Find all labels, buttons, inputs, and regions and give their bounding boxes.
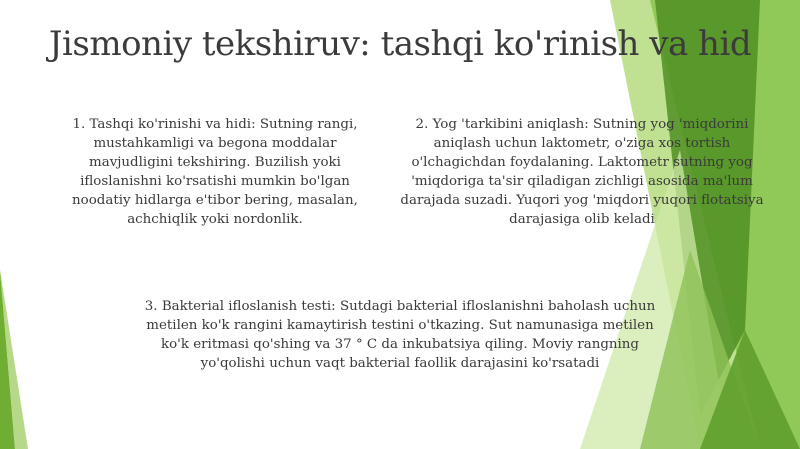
paragraph-fat-content: 2. Yog 'tarkibini aniqlash: Sutning yog 'miqdorini aniqlash uchun laktometr, o'ziga xos tortish o'lchagichdan foydalaning. Laktometr sutning yog 'miqdoriga ta'sir qiladigan zichligi asosida ma'lum darajada suzadi. Yuqori yog 'miqdori yuqori flotatsiya darajasiga olib keladi <box>400 117 764 227</box>
slide-title: Jismoniy tekshiruv: tashqi ko'rinish va hid <box>48 24 752 64</box>
paragraph-appearance-smell: 1. Tashqi ko'rinishi va hidi: Sutning rangi, mustahkamligi va begona moddalar mavjudligini tekshiring. Buzilish yoki ifloslanishni ko'rsatishi mumkin bo'lgan noodatiy hidlarga e'tibor bering, masalan, achchiqlik yoki nordonlik. <box>72 117 358 227</box>
paragraph-bacterial-test: 3. Bakterial ifloslanish testi: Sutdagi bakterial ifloslanishni baholash uchun metilen ko'k rangini kamaytirish testini o'tkazing. Sut namunasiga metilen ko'k eritmasi qo'shing va 37 ° C da inkubatsiya qiling. Moviy rangning yo'qolishi uchun vaqt bakterial faollik darajasini ko'rsatadi <box>144 299 656 371</box>
